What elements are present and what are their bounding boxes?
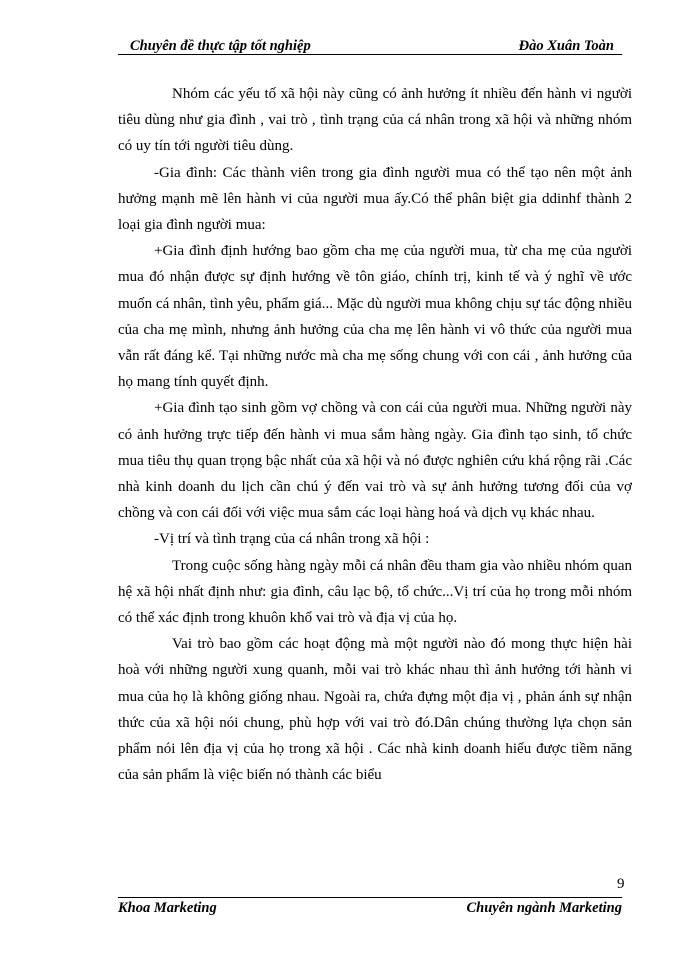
footer-rule xyxy=(118,897,622,898)
paragraph-family: -Gia đình: Các thành viên trong gia đình người mua có thể tạo nên một ảnh hưởng mạnh mẽ lên hành vi của người mua ấy.Có thể phân biệt gia ddinhf thành 2 loại gia đình người mua: xyxy=(118,164,632,234)
paragraph-orientation-family: +Gia đình định hướng bao gồm cha mẹ của người mua, từ cha mẹ của người mua đó nhận được sự định hướng về tôn giáo, chính trị, kinh tế và ý nghĩ về ước muốn cá nhân, tình yêu, phẩm giá... Mặc dù người mua không chịu sự tác động nhiều của cha mẹ mình, nhưng ảnh hưởng của cha mẹ lên hành vi vô thức của người mua vẫn rất đáng kể. Tại những nước mà cha mẹ sống chung với con cái , ảnh hưởng của họ mang tính quyết định. xyxy=(118,243,632,391)
page-number: 9 xyxy=(617,876,625,892)
page-footer xyxy=(118,900,622,920)
header-rule xyxy=(118,54,622,55)
header-author-name: Đào Xuân Toàn xyxy=(518,38,614,54)
paragraph-social-factors: Nhóm các yếu tố xã hội này cũng có ảnh hưởng ít nhiều đến hành vi người tiêu dùng như gia đình , vai trò , tình trạng của cá nhân trong xã hội và những nhóm có uy tín tới người tiêu dùng. xyxy=(118,86,632,155)
page-header xyxy=(118,38,622,58)
paragraph-roles: Vai trò bao gồm các hoạt động mà một người nào đó mong thực hiện hài hoà với những người xung quanh, mỗi vai trò khác nhau thì ảnh hưởng tới hành vi mua của họ là không giống nhau. Ngoài ra, chứa đựng một địa vị , phản ánh sự nhận thức của xã hội nói chung, phù hợp với vai trò đó.Dân chúng thường lựa chọn sản phẩm nói lên địa vị của họ trong xã hội . Các nhà kinh doanh hiểu được tiềm năng của sản phẩm là việc biến nó thành các biểu xyxy=(118,636,632,784)
paragraph-procreation-family: +Gia đình tạo sinh gồm vợ chồng và con cái của người mua. Những người này có ảnh hưởng trực tiếp đến hành vi mua sắm hàng ngày. Gia đình tạo sinh, tổ chức mua tiêu thụ quan trọng bậc nhất của xã hội và nó được nghiên cứu khá rộng rãi .Các nhà kinh doanh du lịch cần chú ý đến vai trò và sự ảnh hưởng tương đối của vợ chồng và con cái đối với việc mua sắm các loại hàng hoá và dịch vụ khác nhau. xyxy=(118,400,632,522)
paragraph-position-status-heading: -Vị trí và tình trạng của cá nhân trong xã hội : xyxy=(154,531,430,548)
body-text xyxy=(118,81,632,788)
footer-major: Chuyên ngành Marketing xyxy=(466,900,622,916)
footer-faculty: Khoa Marketing xyxy=(118,900,217,916)
paragraph-social-groups: Trong cuộc sống hàng ngày mỗi cá nhân đều tham gia vào nhiều nhóm quan hệ xã hội nhất định như: gia đình, câu lạc bộ, tổ chức...Vị trí của họ trong mỗi nhóm có thể xác định trong khuôn khổ vai trò và địa vị của họ. xyxy=(118,557,632,627)
header-document-title: Chuyên đề thực tập tốt nghiệp xyxy=(130,38,311,54)
